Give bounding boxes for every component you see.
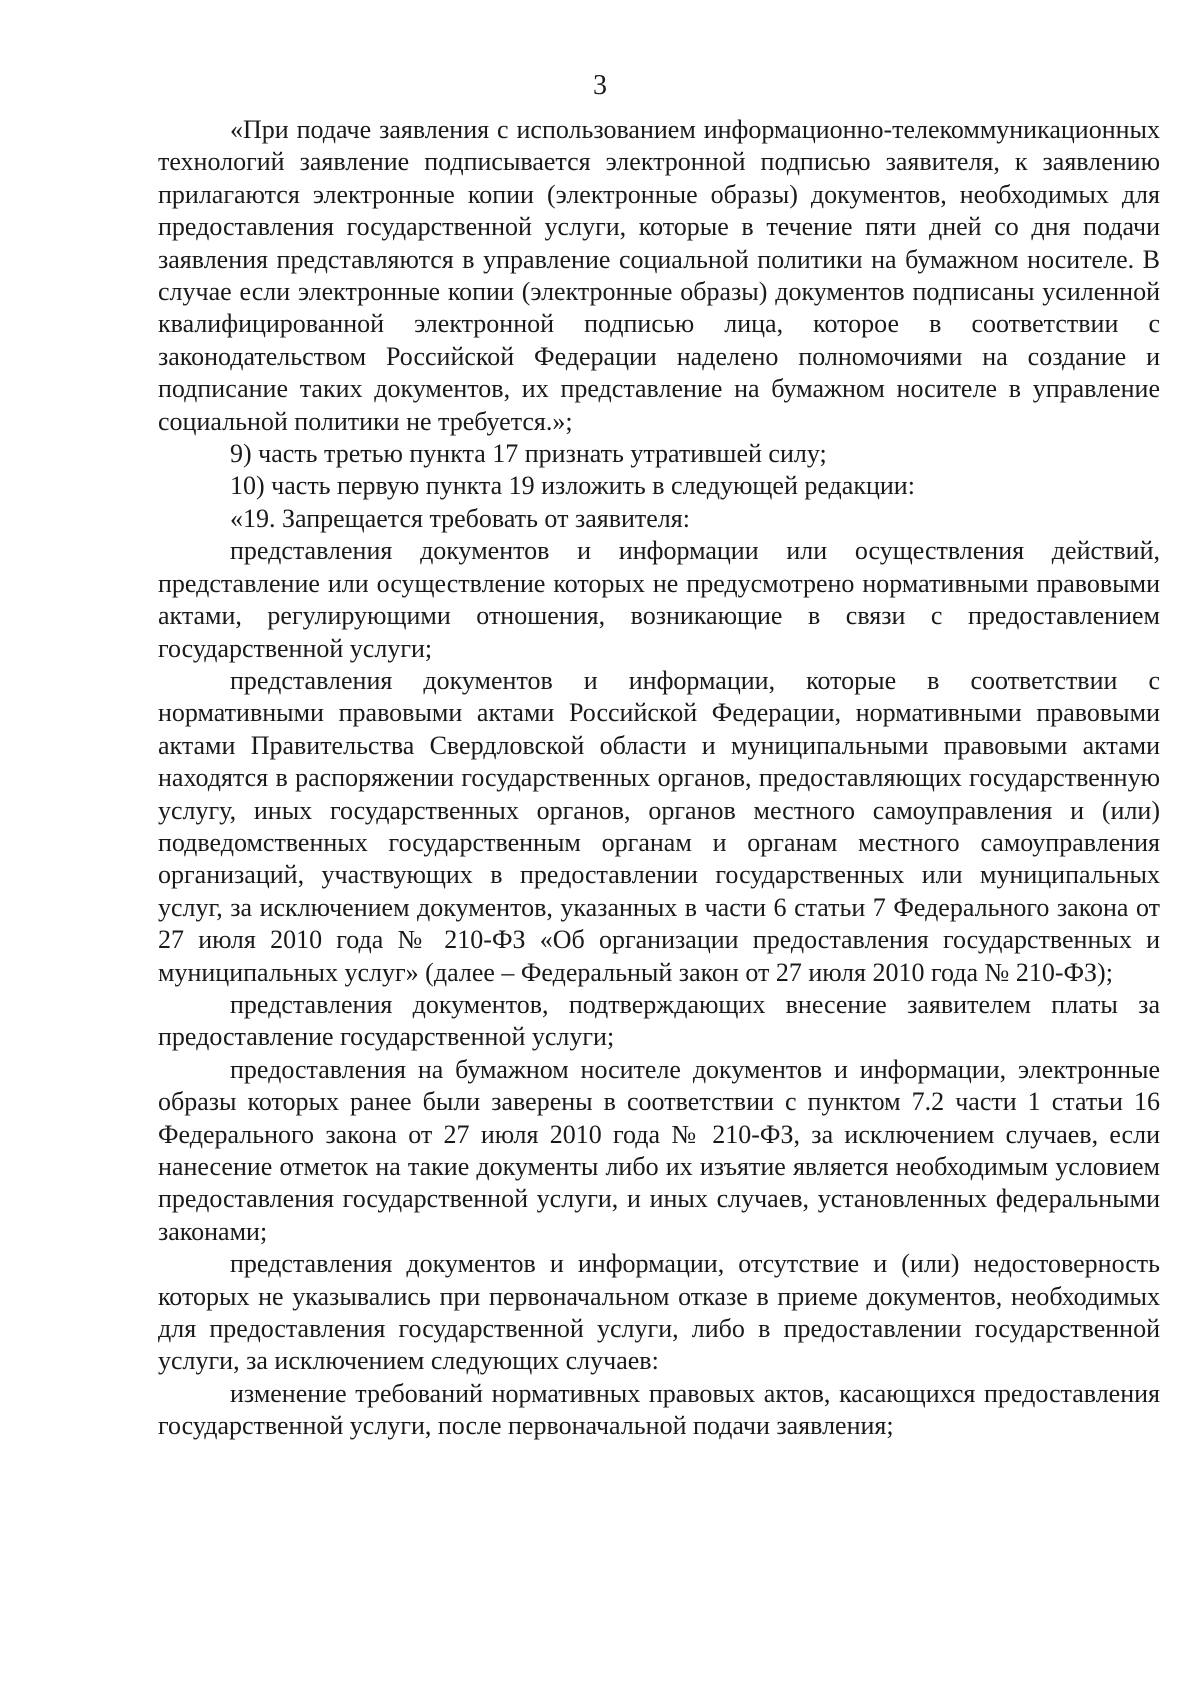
paragraph-prohibition-payment-documents: представления документов, подтверждающих внесение заявителем платы за предоставление государственной услуги; <box>158 989 1160 1052</box>
paragraph-prohibition-paper-documents: предоставления на бумажном носителе документов и информации, электронные образы которых ранее были заверены в соответствии с пунктом 7.2 части 1 статьи 16 Федерального закона от 27 июля 2010 года № 210-ФЗ, за исключением случаев, если нанесение отметок на такие документы либо их изъятие является необходимым условием предоставления государственной услуги, и иных случаев, установленных федеральными законами; <box>158 1054 1160 1246</box>
paragraph-exception-requirements-change: изменение требований нормативных правовых актов, касающихся предоставления государственной услуги, после первоначальной подачи заявления; <box>158 1378 1160 1441</box>
paragraph-prohibition-missing-documents: представления документов и информации, отсутствие и (или) недостоверность которых не указывались при первоначальном отказе в приеме документов, необходимых для предоставления государственной услуги, либо в предоставлении государственной услуги, за исключением следующих случаев: <box>158 1249 1160 1376</box>
paragraph-prohibition-documents-in-possession: представления документов и информации, которые в соответствии с нормативными правовыми актами Российской Федерации, нормативными правовыми актами Правительства Свердловской области и муниципальными правовыми актами находятся в распоряжении государственных органов, предоставляющих государственную услугу, иных государственных органов, органов местного самоуправления и (или) подведомственных государственным органам и органам местного самоуправления организаций, участвующих в предоставлении государственных или муниципальных услуг, за исключением документов, указанных в части 6 статьи 7 Федерального закона от 27 июля 2010 года № 210-ФЗ «Об организации предоставления государственных и муниципальных услуг» (далее – Федеральный закон от 27 июля 2010 года № 210-ФЗ); <box>158 665 1160 987</box>
paragraph-point-19-heading: «19. Запрещается требовать от заявителя: <box>230 503 690 533</box>
paragraph-electronic-submission: «При подаче заявления с использованием информационно-телекоммуникационных технологий заявление подписывается электронной подписью заявителя, к заявлению прилагаются электронные копии (электронные образы) документов, необходимых для предоставления государственной услуги, которые в течение пяти дней со дня подачи заявления представляются в управление социальной политики на бумажном носителе. В случае если электронные копии (электронные образы) документов подписаны усиленной квалифицированной электронной подписью лица, которое в соответствии с законодательством Российской Федерации наделено полномочиями на создание и подписание таких документов, их представление на бумажном носителе в управление социальной политики не требуется.»; <box>158 115 1160 436</box>
paragraph-prohibition-actions: представления документов и информации или осуществления действий, представление или осуществление которых не предусмотрено нормативными правовыми актами, регулирующими отношения, возникающие в связи с предоставлением государственной услуги; <box>158 536 1160 663</box>
document-body <box>158 114 1160 1443</box>
paragraph-item-10: 10) часть первую пункта 19 изложить в следующей редакции: <box>230 471 915 501</box>
page-number: 3 <box>593 70 607 101</box>
paragraph-item-9: 9) часть третью пункта 17 признать утратившей силу; <box>230 439 827 469</box>
